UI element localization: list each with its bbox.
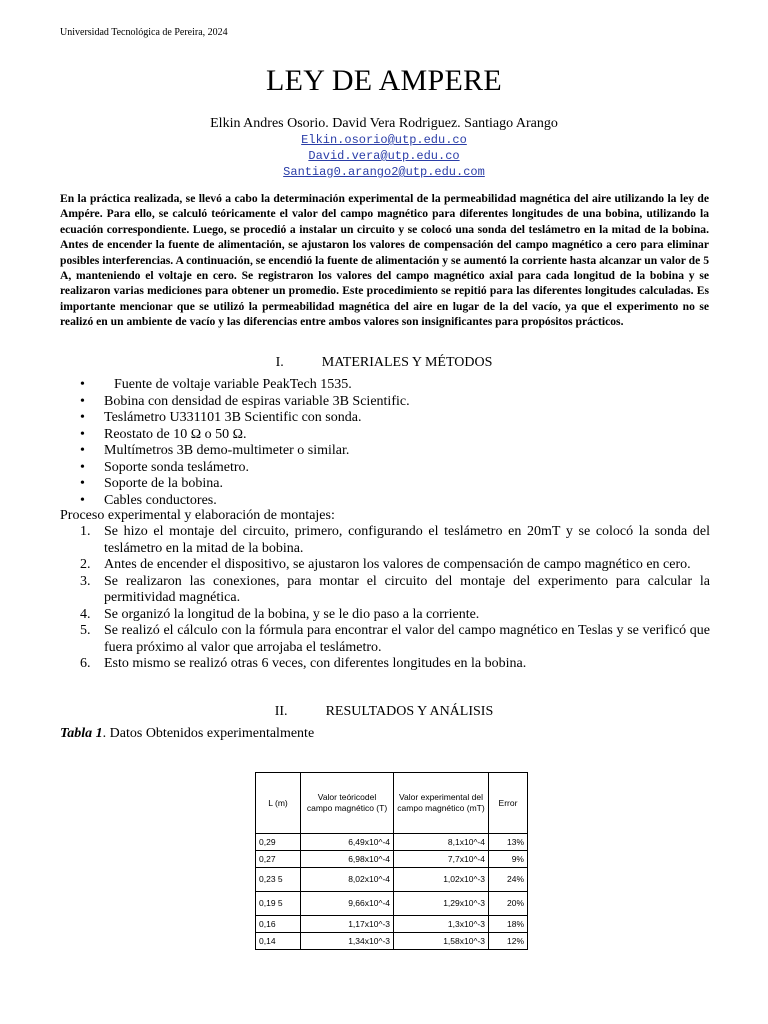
table-cell: 1,34x10^-3	[301, 933, 394, 950]
table-cell: 1,29x10^-3	[394, 892, 489, 916]
table-cell: 0,14	[256, 933, 301, 950]
list-item: • Teslámetro U331101 3B Scientific con sonda.	[60, 410, 710, 427]
table-row	[256, 834, 528, 851]
column-header: Error	[489, 773, 528, 834]
table-cell: 13%	[489, 834, 528, 851]
step-number: 5.	[80, 623, 91, 638]
table-cell: 20%	[489, 892, 528, 916]
table-cell: 0,19 5	[256, 892, 301, 916]
table-row	[256, 916, 528, 933]
header-note: Universidad Tecnológica de Pereira, 2024	[60, 27, 228, 38]
step-number: 2.	[80, 557, 91, 572]
step-text: Esto mismo se realizó otras 6 veces, con diferentes longitudes en la bobina.	[104, 656, 527, 671]
table-cell: 1,3x10^-3	[394, 916, 489, 933]
list-item: • Bobina con densidad de espiras variable 3B Scientific.	[60, 394, 710, 411]
section-number: II.	[274, 704, 288, 719]
list-item: • Reostato de 10 Ω o 50 Ω.	[60, 427, 710, 444]
results-table	[255, 772, 528, 950]
authors: Elkin Andres Osorio. David Vera Rodriguez. Santiago Arango	[210, 116, 558, 131]
column-header: L (m)	[256, 773, 301, 834]
table-cell: 9,66x10^-4	[301, 892, 394, 916]
step-text: Se realizó el cálculo con la fórmula para encontrar el valor del campo magnético en Teslas y se verificó que fuera próximo al valor que arrojaba el teslámetro.	[104, 623, 710, 655]
table-cell: 0,16	[256, 916, 301, 933]
step-item	[60, 656, 710, 673]
list-item: • Cables conductores.	[60, 493, 710, 510]
paper-title: LEY DE AMPERE	[265, 64, 503, 97]
step-item	[60, 623, 710, 656]
step-text: Antes de encender el dispositivo, se ajustaron los valores de compensación de campo magnético en cero.	[104, 557, 691, 572]
table-cell: 6,98x10^-4	[301, 851, 394, 868]
section-number: I.	[275, 355, 284, 370]
process-label: Proceso experimental y elaboración de montajes:	[60, 508, 335, 523]
step-number: 3.	[80, 573, 91, 589]
table-cell: 18%	[489, 916, 528, 933]
email-link[interactable]: Elkin.osorio@utp.edu.co	[301, 133, 467, 147]
list-item: • Fuente de voltaje variable PeakTech 1535.	[60, 377, 710, 394]
table-cell: 1,17x10^-3	[301, 916, 394, 933]
table-cell: 9%	[489, 851, 528, 868]
materials-list	[60, 377, 710, 509]
procedure-steps	[60, 524, 710, 673]
table-row	[256, 868, 528, 892]
table-label: Tabla 1	[60, 726, 103, 741]
list-item: • Soporte de la bobina.	[60, 476, 710, 493]
table-caption	[60, 726, 314, 742]
table-cell: 0,23 5	[256, 868, 301, 892]
table-row	[256, 892, 528, 916]
step-number: 6.	[80, 656, 91, 671]
table-cell: 8,1x10^-4	[394, 834, 489, 851]
table-header-row	[256, 773, 528, 834]
step-item	[60, 574, 710, 607]
table-cell: 12%	[489, 933, 528, 950]
step-number: 1.	[80, 524, 91, 539]
column-header: Valor teóricodel campo magnético (T)	[301, 773, 394, 834]
table-cell: 8,02x10^-4	[301, 868, 394, 892]
section-heading-materiales	[0, 355, 768, 371]
step-text: Se organizó la longitud de la bobina, y se le dio paso a la corriente.	[104, 606, 480, 622]
step-number: 4.	[80, 606, 91, 622]
table-cell: 0,29	[256, 834, 301, 851]
email-link[interactable]: David.vera@utp.edu.co	[308, 149, 460, 163]
section-title: RESULTADOS Y ANÁLISIS	[325, 704, 494, 719]
table-cell: 24%	[489, 868, 528, 892]
author-emails	[0, 132, 768, 180]
section-title: MATERIALES Y MÉTODOS	[321, 355, 493, 370]
table-caption-text: . Datos Obtenidos experimentalmente	[102, 726, 315, 741]
step-text: Se realizaron las conexiones, para montar el circuito del montaje del experimento para calcular la permitividad magnética.	[104, 573, 710, 605]
section-heading-resultados	[0, 704, 768, 720]
column-header: Valor experimental del campo magnético (mT)	[394, 773, 489, 834]
table-row	[256, 933, 528, 950]
table-cell: 6,49x10^-4	[301, 834, 394, 851]
step-text: Se hizo el montaje del circuito, primero, configurando el teslámetro en 20mT y se colocó la sonda del teslámetro en la mitad de la bobina.	[104, 524, 710, 556]
step-item	[60, 524, 710, 557]
table-cell: 0,27	[256, 851, 301, 868]
table-row	[256, 851, 528, 868]
step-item	[60, 607, 710, 624]
abstract: En la práctica realizada, se llevó a cabo la determinación experimental de la permeabilidad magnética del aire utilizando la ley de Ampére. Para ello, se calculó teóricamente el valor del campo magnético para diferentes longitudes de una bobina, utilizando la ecuación correspondiente. Luego, se procedió a instalar un circuito y se colocó una sonda del teslámetro en la mitad de la bobina. Antes de encender la fuente de alimentación, se ajustaron los valores de compensación del campo magnético a cero para eliminar posibles interferencias. A continuación, se encendió la fuente de alimentación y se aumentó la corriente hasta alcanzar un valor de 5 A, manteniendo el voltaje en cero. Se registraron los valores del campo magnético axial para cada longitud de la bobina y se realizaron varias mediciones para obtener un promedio. Este procedimiento se repitió para las diferentes longitudes calculadas. Es importante mencionar que se utilizó la permeabilidad magnética del aire en lugar de la del vacío, ya que el experimento no se realizó en un ambiente de vacío y las diferencias entre ambos valores son insignificantes para propósitos prácticos.	[60, 192, 709, 329]
list-item: • Soporte sonda teslámetro.	[60, 460, 710, 477]
table-cell: 1,58x10^-3	[394, 933, 489, 950]
list-item: • Multímetros 3B demo-multimeter o similar.	[60, 443, 710, 460]
step-item	[60, 557, 710, 574]
table-cell: 7,7x10^-4	[394, 851, 489, 868]
email-link[interactable]: Santiag0.arango2@utp.edu.com	[283, 165, 485, 179]
table-cell: 1,02x10^-3	[394, 868, 489, 892]
